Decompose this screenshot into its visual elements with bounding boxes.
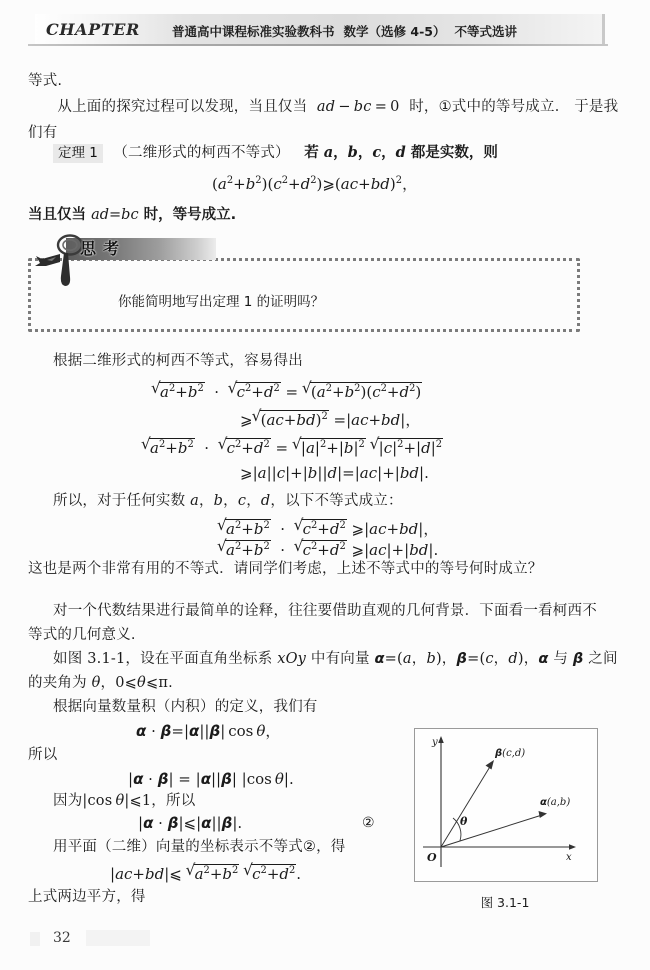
scan-artifact-left [30,932,40,946]
vector-beta-line [441,765,491,847]
theorem-formula: $(a^2+b^2)(c^2+d^2)⩾(ac+bd)^2$， [212,175,418,193]
derivation-line-1: √ $a^2+b^2$ · √ $c^2+d^2$ = √ $(a^2+b^2)(c^2+d^2)$ [152,382,422,401]
paragraph-line-15: 上式两边平方，得 [28,889,146,905]
vector-beta-label: β(c,d) [495,748,526,759]
chapter-word: CHAPTER [46,20,140,39]
vector-alpha-label: α(a,b) [540,797,571,808]
paragraph-line-11: 根据向量数量积（内积）的定义，我们有 [53,699,318,715]
paragraph-line-06: 这也是两个非常有用的不等式．请同学们考虑，上述不等式中的等号何时成立？ [28,561,543,577]
figure-3-1-1 [414,728,598,882]
result-inequality-2: √ $a^2+b^2$ · √ $c^2+d^2$ ⩾|ac|+|bd|. [218,540,438,559]
theorem-label: 定理 1 [53,144,103,163]
formula-cauchy-vector: |α · β|⩽|α||β|. [138,814,243,832]
paragraph-line-01: 等式. [28,73,63,89]
axis-y-label: y [432,737,438,748]
paragraph-line-14: 用平面（二维）向量的坐标表示不等式②，得 [53,839,346,855]
think-label: 思考 [80,239,127,258]
scan-artifact-right [86,930,150,946]
derivation-line-4: ⩾|a||c|+|b||d|=|ac|+|bd|. [240,464,429,482]
axis-x-arrow [569,844,576,850]
derivation-intro: 根据二维形式的柯西不等式，容易得出 [53,353,303,369]
result-intro: 所以，对于任何实数 a，b，c，d，以下不等式成立： [53,493,403,509]
derivation-line-3: √ $a^2+b^2$ · √ $c^2+d^2$ = √ $|a|^2+|b|^2$ √ $|c|^2+|d|^2$ [142,438,443,457]
theorem-statement: 若 a，b，c，d 都是实数，则 [304,144,498,161]
formula-abs-dot-product: |α · β| = |α||β| |cos θ|. [128,770,294,788]
figure-caption: 图 3.1-1 [480,895,530,910]
figure-vector-diagram [415,729,597,881]
paragraph-line-10: 的夹角为 θ，0⩽θ⩽π. [28,675,173,691]
think-box [28,239,574,326]
formula-dot-product: α · β=|α||β| cos θ， [136,722,281,740]
header-title-main: 普通高中课程标准实验教科书 [172,24,335,39]
paragraph-line-02: 从上面的探究过程可以发现，当且仅当 ad − bc = 0 时，①式中的等号成立． 于是我 [28,99,619,115]
theorem-name: （二维形式的柯西不等式） [113,145,290,161]
result-inequality-1: √ $a^2+b^2$ · √ $c^2+d^2$ ⩾|ac+bd|， [218,519,438,538]
paragraph-line-08: 等式的几何意义. [28,627,136,643]
paragraph-line-13: 因为|cos θ|⩽1，所以 [53,793,196,809]
theorem-block [53,146,498,161]
paragraph-line-12: 所以 [28,747,58,763]
header-title-subject: 数学（选修 4-5） [343,24,446,39]
origin-label: O [427,851,437,864]
vector-alpha-arrow [539,811,548,818]
equation-tag-2: ② [362,815,375,831]
vector-beta-arrow [486,760,495,770]
paragraph-line-09: 如图 3.1-1，设在平面直角坐标系 xOy 中有向量 α=(a，b)，β=(c，d)，α 与 β 之间 [53,651,618,667]
formula-coordinate-inequality: |ac+bd|⩽ √ $a^2+b^2$ √ $c^2+d^2$. [110,864,301,883]
think-question: 你能简明地写出定理 1 的证明吗？ [118,294,325,310]
paragraph-line-03: 们有 [28,125,58,141]
angle-label: θ [460,815,468,828]
header-title-module: 不等式选讲 [454,24,517,39]
vector-alpha-line [441,815,542,847]
axis-y-arrow [438,736,444,743]
page-number: 32 [53,930,71,946]
derivation-line-2: ⩾ √ $(ac+bd)^2 =|ac+bd|$， [240,410,420,429]
paragraph-line-07: 对一个代数结果进行最简单的诠释，往往要借助直观的几何背景．下面看一看柯西不 [53,603,597,619]
axis-x-label: x [566,852,572,863]
theorem-condition: 当且仅当 ad=bc 时，等号成立. [28,207,237,223]
